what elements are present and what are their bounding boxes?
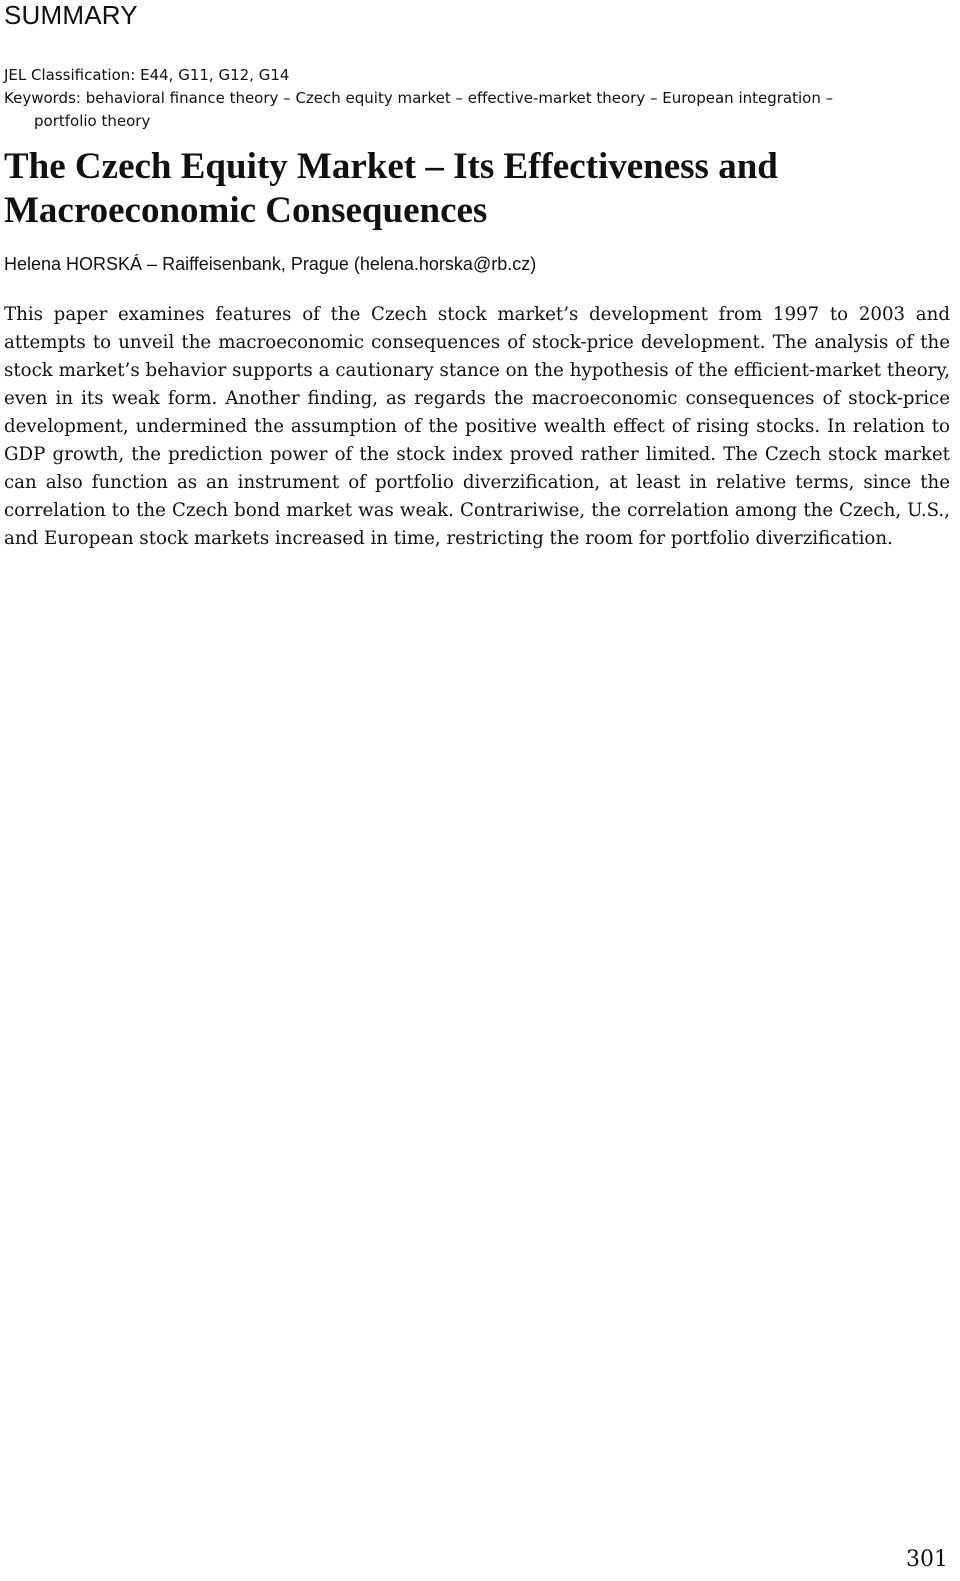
title-line: The Czech Equity Market – Its Effectiveness and [4, 146, 778, 187]
title-line: Macroeconomic Consequences [4, 190, 488, 231]
abstract-text: This paper examines features of the Czech stock market’s development from 1997 to 2003 and attempts to unveil the macroeconomic consequences of stock-price development. The analysis of the stock market’s behavior supports a cautionary stance on the hypothesis of the efficient-market theory, even in its weak form. Another finding, as regards the macroeconomic consequences of stock-price development, undermined the assumption of the positive wealth effect of rising stocks. In relation to GDP growth, the prediction power of the stock index proved rather limited. The Czech stock market can also function as an instrument of portfolio diverzification, at least in relative terms, since the correlation to the Czech bond market was weak. Contrariwise, the correlation among the Czech, U.S., and European stock markets increased in time, restricting the room for portfolio diverzification. [4, 304, 950, 549]
author-affiliation: Helena HORSKÁ – Raiffeisenbank, Prague (helena.horska@rb.cz) [4, 254, 537, 274]
keywords-line-continued: portfolio theory [34, 112, 151, 130]
keywords-line: Keywords: behavioral finance theory – Czech equity market – effective-market theory – European integration – [4, 89, 834, 107]
article-title [4, 145, 944, 233]
jel-classification: JEL Classification: E44, G11, G12, G14 [4, 66, 290, 84]
page-number: 301 [906, 1547, 948, 1572]
section-heading: SUMMARY [4, 0, 138, 30]
article-metadata [4, 64, 944, 133]
